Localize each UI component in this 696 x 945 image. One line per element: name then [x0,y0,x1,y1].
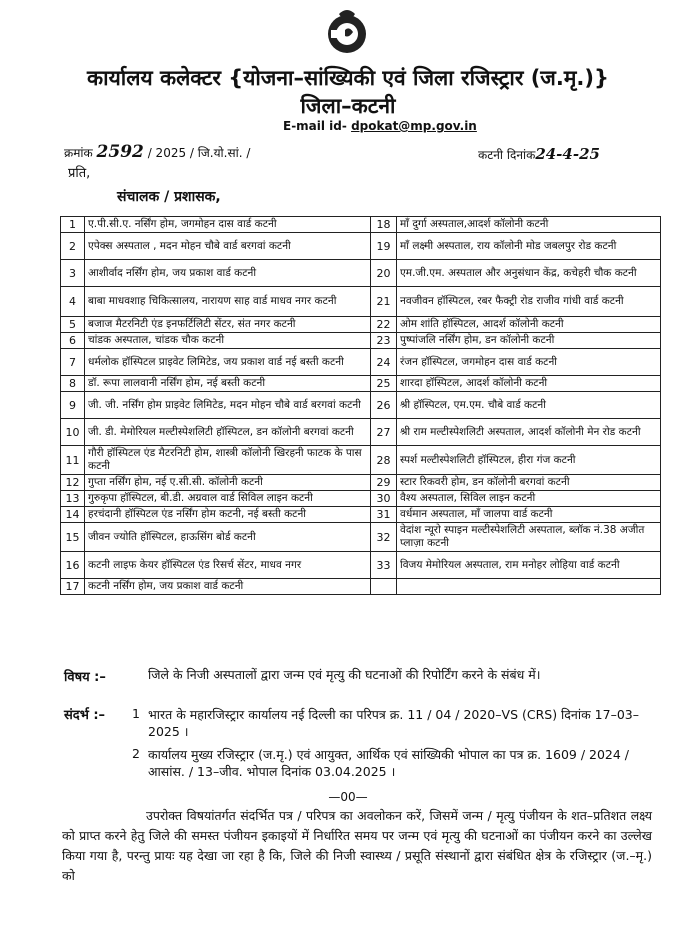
hospital-name-cell: वर्धमान अस्पताल, माँ जालपा वार्ड कटनी [397,507,661,523]
serial-number-cell: 31 [371,507,397,523]
serial-number-cell: 21 [371,287,397,317]
serial-number-cell: 23 [371,333,397,349]
hospital-name-cell: रंजन हॉस्पिटल, जगमोहन दास वार्ड कटनी [397,349,661,376]
hospital-name-cell: हरचंदानी हॉस्पिटल एंड नर्सिंग होम कटनी, नई बस्ती कटनी [85,507,371,523]
table-row [61,287,661,317]
table-row [61,475,661,491]
references-label: संदर्भ :– [64,708,106,723]
hospital-name-cell: धर्मलोक हॉस्पिटल प्राइवेट लिमिटेड, जय प्रकाश वार्ड नई बस्ती कटनी [85,349,371,376]
serial-number-cell: 25 [371,376,397,392]
hospital-name-cell: जीवन ज्योति हॉस्पिटल, हाऊसिंग बोर्ड कटनी [85,523,371,552]
section-divider: —00— [328,790,368,804]
kramank-label: क्रमांक [64,146,93,160]
email-label: E-mail id- [283,119,347,133]
hospital-name-cell: चांडक अस्पताल, चांडक चौक कटनी [85,333,371,349]
district-heading: जिला–कटनी [300,94,396,118]
hospital-name-cell: कटनी लाइफ केयर हॉस्पिटल एंड रिसर्च सेंटर, माधव नगर [85,552,371,579]
serial-number-cell: 18 [371,217,397,233]
serial-number-cell: 4 [61,287,85,317]
serial-number-cell: 5 [61,317,85,333]
serial-number-cell: 32 [371,523,397,552]
hospital-name-cell: श्री राम मल्टीस्पेशलिटी अस्पताल, आदर्श कॉलोनी मेन रोड कटनी [397,419,661,446]
table-row [61,260,661,287]
table-row [61,552,661,579]
serial-number-cell: 17 [61,579,85,595]
table-row [61,317,661,333]
serial-number-cell: 9 [61,392,85,419]
table-row [61,446,661,475]
serial-number-cell: 7 [61,349,85,376]
serial-number-cell: 27 [371,419,397,446]
subject-label: विषय :– [64,670,106,685]
hospital-name-cell: बाबा माधवशाह चिकित्सालय, नारायण साह वार्ड माधव नगर कटनी [85,287,371,317]
serial-number-cell: 10 [61,419,85,446]
reference-2-text: कार्यालय मुख्य रजिस्ट्रार (ज.मृ.) एवं आयुक्त, आर्थिक एवं सांख्यिकी भोपाल का पत्र क्र. 1609 / 2024 / आसांस. / 13–जीव. भोपाल दिनांक 03.04.2025 । [148,747,630,779]
reference-number [64,142,250,162]
serial-number-cell: 33 [371,552,397,579]
hospital-name-cell: एम.जी.एम. अस्पताल और अनुसंधान केंद्र, कचेहरी चौक कटनी [397,260,661,287]
office-heading: कार्यालय कलेक्टर {योजना–सांख्यिकी एवं जिला रजिस्ट्रार (ज.मृ.)} [87,66,609,90]
serial-number-cell: 12 [61,475,85,491]
hospital-name-cell: गुप्ता नर्सिंग होम, नई ए.सी.सी. कॉलोनी कटनी [85,475,371,491]
hospital-name-cell: स्टार रिकवरी होम, डन कॉलोनी बरगवां कटनी [397,475,661,491]
serial-number-cell: 2 [61,233,85,260]
hospital-name-cell: एपेक्स अस्पताल , मदन मोहन चौबे वार्ड बरगवां कटनी [85,233,371,260]
serial-number-cell: 26 [371,392,397,419]
government-emblem-logo [325,8,369,56]
email-address: dpokat@mp.gov.in [351,119,477,133]
serial-number-cell: 8 [61,376,85,392]
serial-number-cell: 3 [61,260,85,287]
hospital-name-cell: नवजीवन हॉस्पिटल, रबर फैक्ट्री रोड राजीव गांधी वार्ड कटनी [397,287,661,317]
serial-number-cell: 19 [371,233,397,260]
date-value: 24-4-25 [535,145,600,163]
hospital-name-cell: स्पर्श मल्टीस्पेशलिटी हॉस्पिटल, हीरा गंज कटनी [397,446,661,475]
hospital-name-cell: ए.पी.सी.ए. नर्सिंग होम, जगमोहन दास वार्ड कटनी [85,217,371,233]
serial-number-cell: 24 [371,349,397,376]
hospital-name-cell: गौरी हॉस्पिटल एंड मैटरनिटी होम, शास्त्री कॉलोनी खिरहनी फाटक के पास कटनी [85,446,371,475]
table-row [61,523,661,552]
table-row [61,349,661,376]
reference-1-text: भारत के महारजिस्ट्रार कार्यालय नई दिल्ली का परिपत्र क्र. 11 / 04 / 2020–VS (CRS) दिनांक 17–03–2025 । [148,707,639,739]
hospital-name-cell: जी. डी. मेमोरियल मल्टीस्पेशलिटी हॉस्पिटल, डन कॉलोनी बरगवां कटनी [85,419,371,446]
letter-date [478,145,600,163]
table-row [61,491,661,507]
hospital-list-table [60,216,661,595]
date-label: कटनी दिनांक [478,148,536,162]
serial-number-cell: 28 [371,446,397,475]
hospital-name-cell: कटनी नर्सिंग होम, जय प्रकाश वार्ड कटनी [85,579,371,595]
serial-number-cell: 15 [61,523,85,552]
subject-text: जिले के निजी अस्पतालों द्वारा जन्म एवं मृत्यु की घटनाओं की रिपोर्टिंग करने के संबंध में। [148,667,541,682]
table-row [61,507,661,523]
hospital-name-cell: माँ लक्ष्मी अस्पताल, राय कॉलोनी मोड जबलपुर रोड कटनी [397,233,661,260]
serial-number-cell: 29 [371,475,397,491]
hospital-name-cell: वेदांश न्यूरो स्पाइन मल्टीस्पेशलिटी अस्पताल, ब्लॉक नं.38 अजीत प्लाज़ा कटनी [397,523,661,552]
serial-number-cell: 16 [61,552,85,579]
table-row [61,217,661,233]
hospital-name-cell: वैश्य अस्पताल, सिविल लाइन कटनी [397,491,661,507]
serial-number-cell: 11 [61,446,85,475]
serial-number-cell: 13 [61,491,85,507]
email-line [283,119,477,133]
hospital-name-cell: जी. जी. नर्सिंग होम प्राइवेट लिमिटेड, मदन मोहन चौबे वार्ड बरगवां कटनी [85,392,371,419]
serial-number-cell: 22 [371,317,397,333]
serial-number-cell: 1 [61,217,85,233]
serial-number-cell: 14 [61,507,85,523]
hospital-name-cell: श्री हॉस्पिटल, एम.एम. चौबे वार्ड कटनी [397,392,661,419]
hospital-name-cell: माँ दुर्गा अस्पताल,आदर्श कॉलोनी कटनी [397,217,661,233]
serial-number-cell: 6 [61,333,85,349]
prati-label: प्रति, [68,166,91,181]
kramank-number: 2592 [96,142,144,162]
table-row [61,392,661,419]
addressee: संचालक / प्रशासक, [117,189,221,205]
hospital-name-cell: पुष्पांजलि नर्सिंग होम, डन कॉलोनी कटनी [397,333,661,349]
reference-1-number: 1 [132,706,140,721]
hospital-name-cell: बजाज मैटरनिटी एंड इनफर्टिलिटी सेंटर, संत नगर कटनी [85,317,371,333]
hospital-name-cell: डॉ. रूपा लालवानी नर्सिंग होम, नई बस्ती कटनी [85,376,371,392]
table-row [61,333,661,349]
serial-number-cell [371,579,397,595]
table-row [61,579,661,595]
kramank-suffix: / 2025 / जि.यो.सां. / [147,146,251,160]
table-row [61,376,661,392]
table-row [61,419,661,446]
serial-number-cell: 30 [371,491,397,507]
hospital-name-cell: शारदा हॉस्पिटल, आदर्श कॉलोनी कटनी [397,376,661,392]
hospital-name-cell: ओम शांति हॉस्पिटल, आदर्श कॉलोनी कटनी [397,317,661,333]
hospital-name-cell [397,579,661,595]
hospital-name-cell: विजय मेमोरियल अस्पताल, राम मनोहर लोहिया वार्ड कटनी [397,552,661,579]
hospital-name-cell: आशीर्वाद नर्सिंग होम, जय प्रकाश वार्ड कटनी [85,260,371,287]
hospital-name-cell: गुरुकृपा हॉस्पिटल, बी.डी. अग्रवाल वार्ड सिविल लाइन कटनी [85,491,371,507]
serial-number-cell: 20 [371,260,397,287]
body-paragraph: उपरोक्त विषयांतर्गत संदर्भित पत्र / परिपत्र का अवलोकन करें, जिसमें जन्म / मृत्यु पंजीयन के शत–प्रतिशत लक्ष्य को प्राप्त करने हेतु जिले की समस्त पंजीयन इकाइयों में निर्धारित समय पर जन्म एवं मृत्यु की घटनाओं का पंजीयन करने का उल्लेख किया गया है, परन्तु प्रायः यह देखा जा रहा है कि, जिले की निजी स्वास्थ्य / प्रसूति संस्थानों द्वारा संबंधित क्षेत्र के रजिस्ट्रार (ज.–मृ.) को [62,808,652,883]
table-row [61,233,661,260]
reference-2-number: 2 [132,746,140,761]
